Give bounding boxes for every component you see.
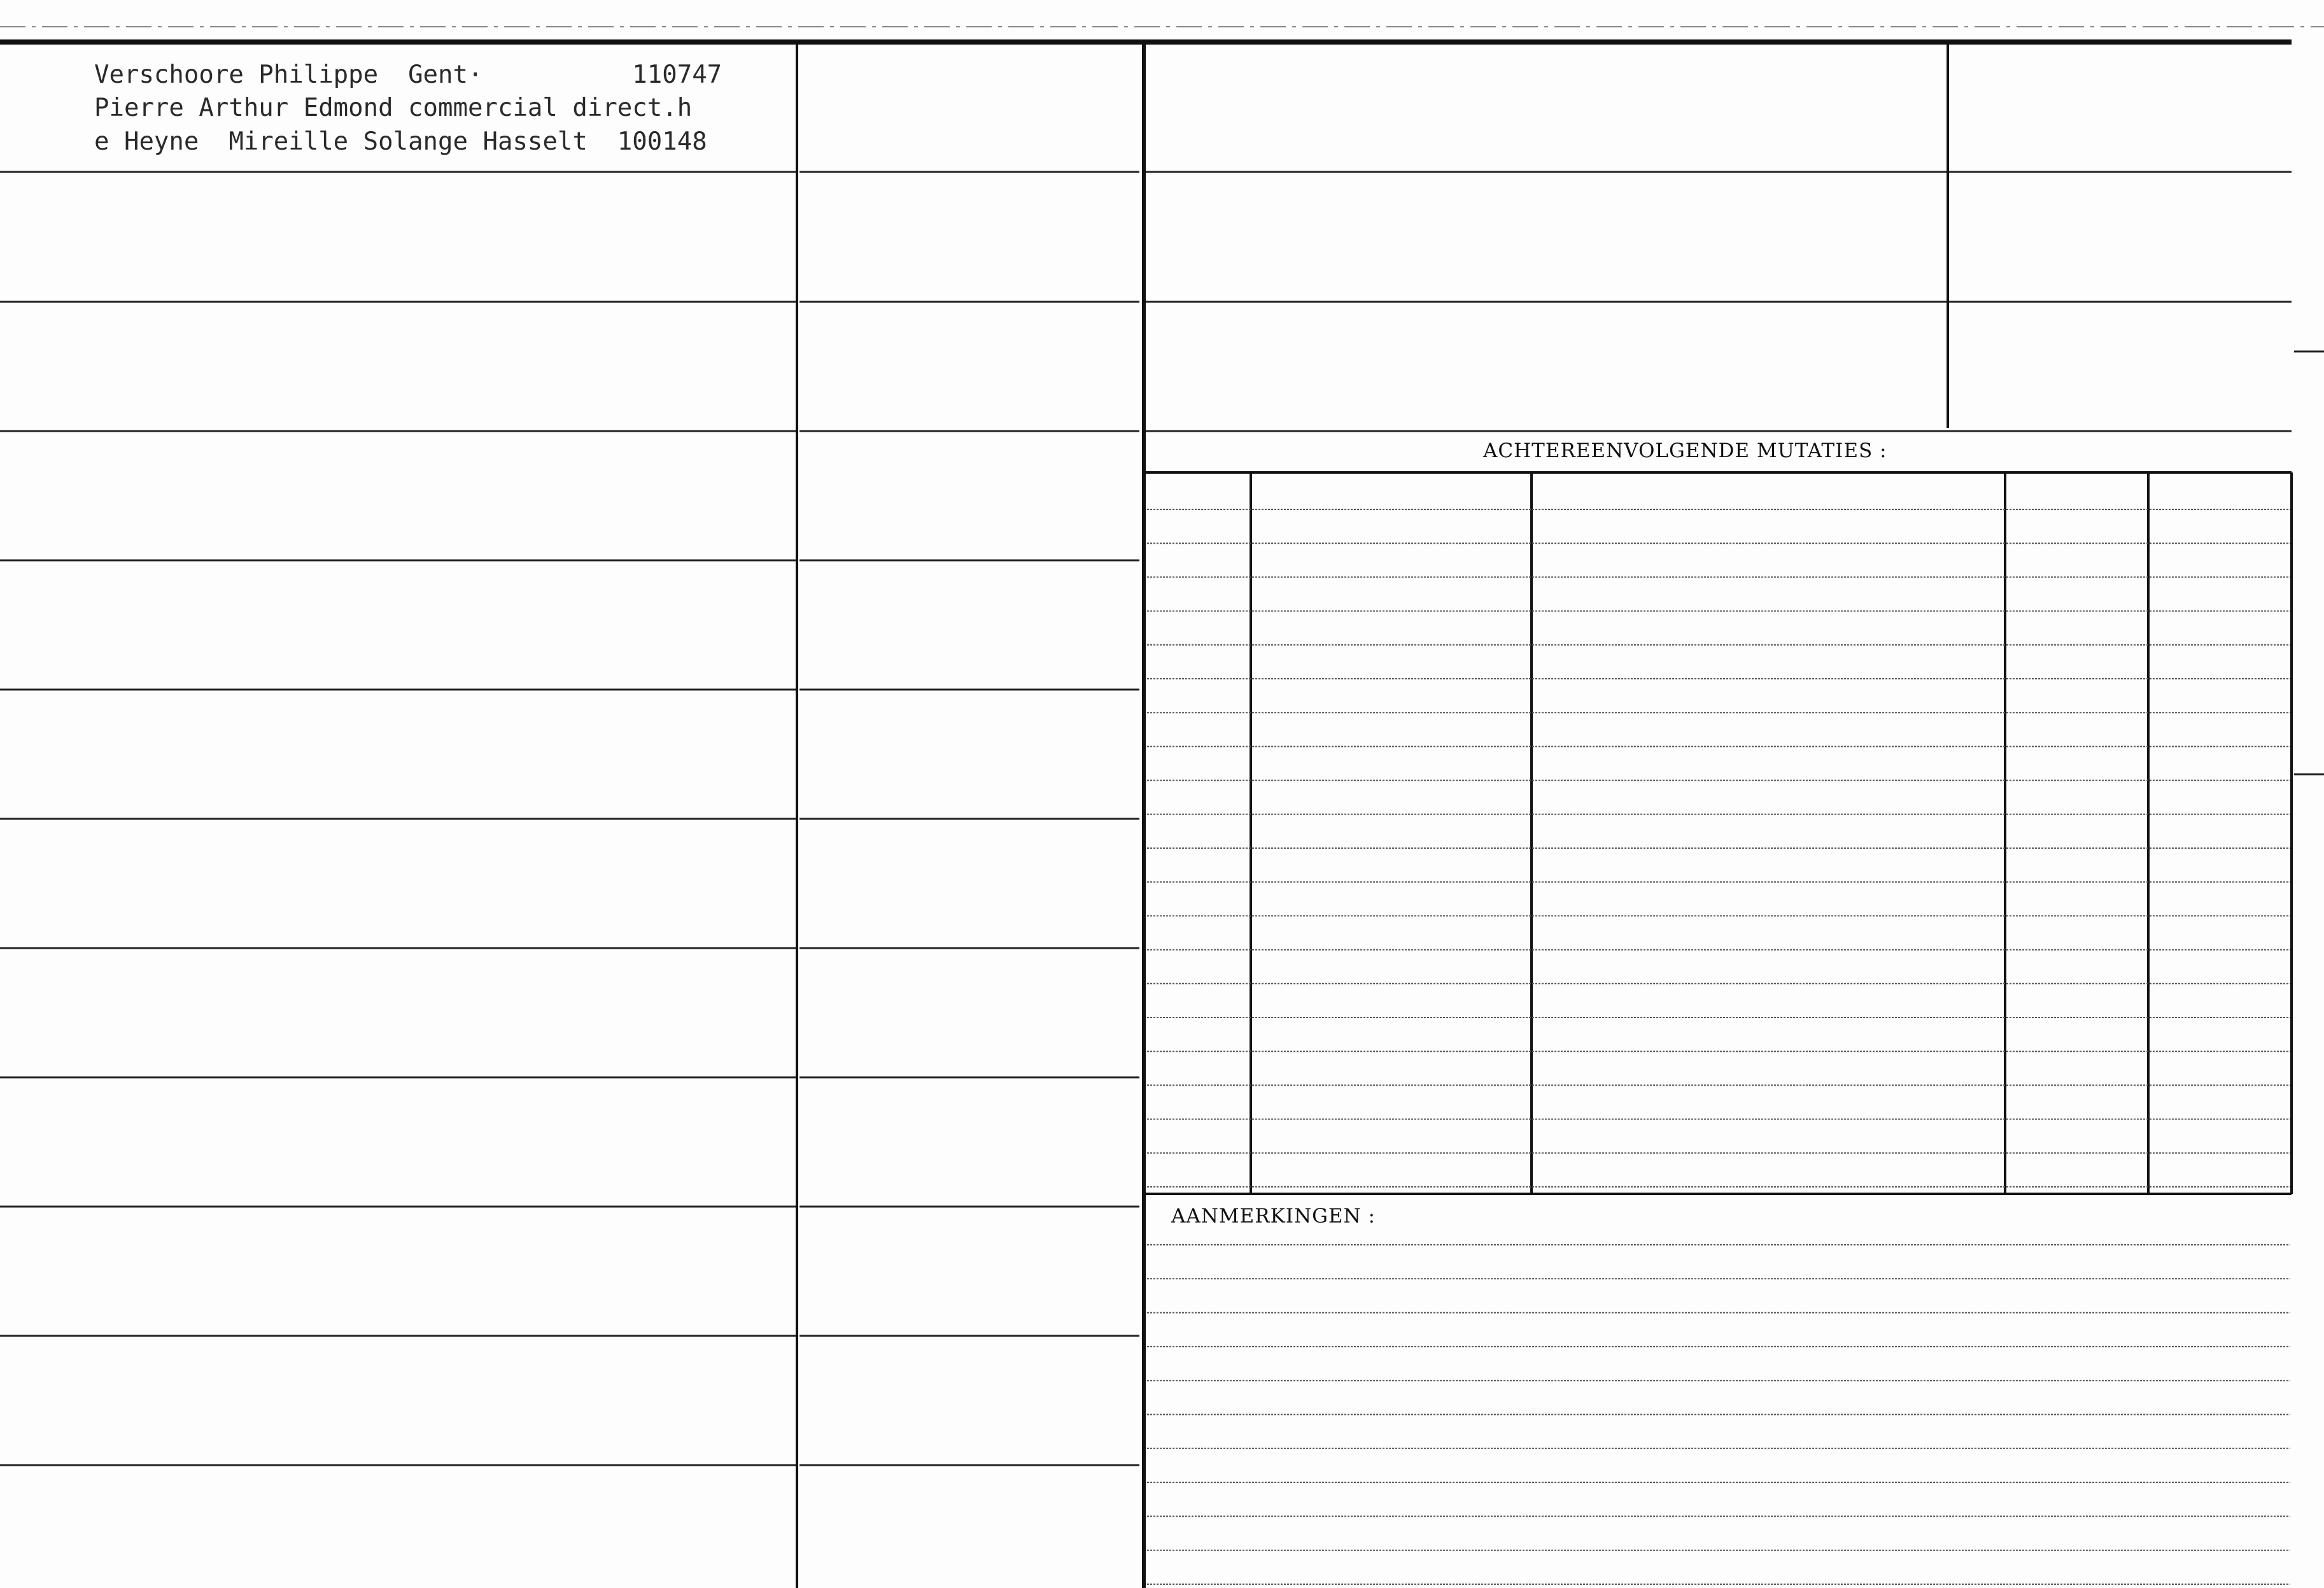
- entry-line-3: e Heyne Mireille Solange Hasselt 100148: [94, 127, 707, 156]
- mutations-title: ACHTEREENVOLGENDE MUTATIES :: [1483, 439, 1887, 462]
- remarks-title: AANMERKINGEN :: [1171, 1205, 1376, 1228]
- entry-line-1: Verschoore Philippe Gent· 110747: [94, 60, 722, 89]
- entry-line-2: Pierre Arthur Edmond commercial direct.h: [94, 94, 693, 122]
